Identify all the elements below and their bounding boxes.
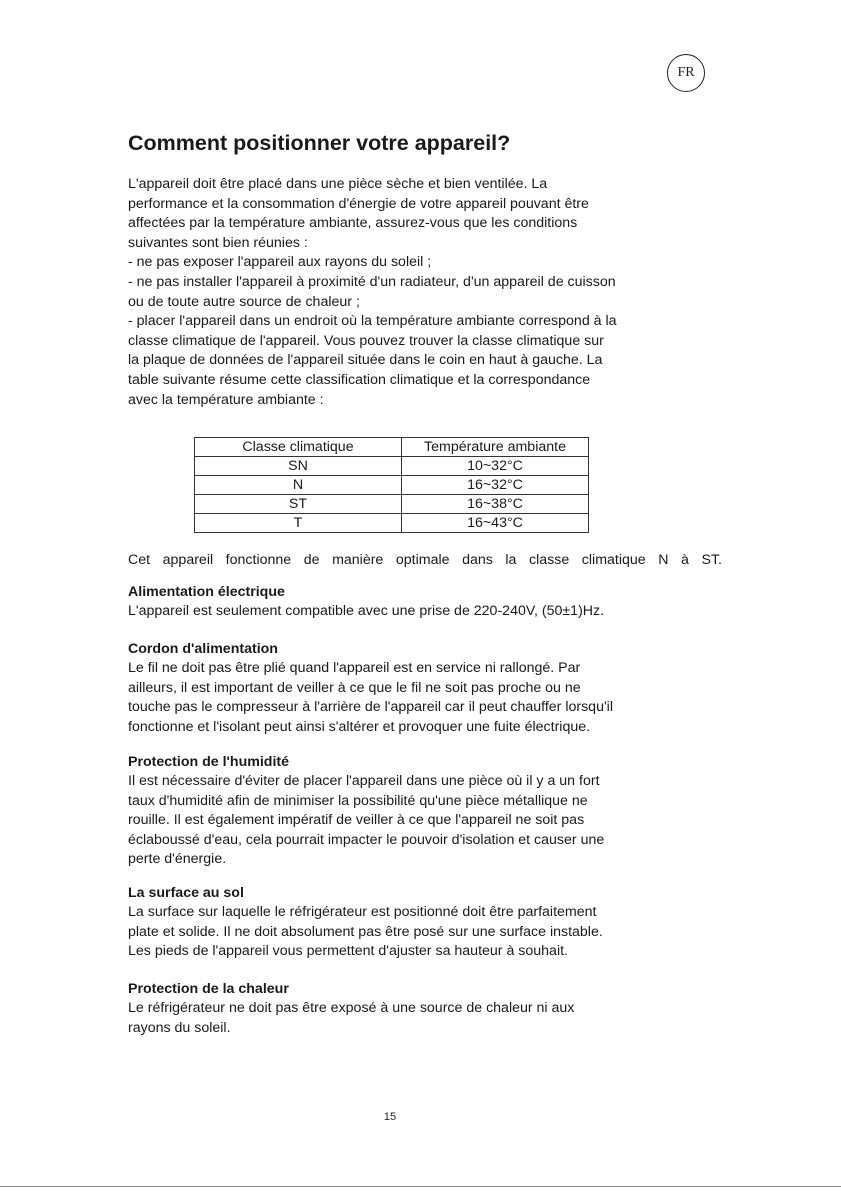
intro-line: - placer l'appareil dans un endroit où la température ambiante correspond à la	[128, 313, 617, 330]
table-cell-temperature: 16~32°C	[402, 476, 589, 495]
text-line: perte d'énergie.	[128, 851, 227, 868]
intro-line: - ne pas installer l'appareil à proximité d'un radiateur, d'un appareil de cuisson	[128, 273, 616, 290]
section-heading-power-cord: Cordon d'alimentation	[128, 641, 278, 657]
section-heading-power-supply: Alimentation électrique	[128, 584, 285, 600]
intro-paragraph	[128, 175, 728, 410]
table-cell-temperature: 16~38°C	[402, 495, 589, 514]
column-header-class: Classe climatique	[195, 438, 402, 457]
column-header-temperature: Température ambiante	[402, 438, 589, 457]
table-cell-class: T	[195, 514, 402, 533]
table-cell-temperature: 10~32°C	[402, 457, 589, 476]
text-line: plate et solide. Il ne doit absolument pas être posé sur une surface instable.	[128, 923, 603, 940]
text-line: taux d'humidité afin de minimiser la possibilité qu'une pièce métallique ne	[128, 792, 588, 809]
table-row	[195, 514, 589, 533]
section-text-floor-surface	[128, 903, 728, 962]
intro-line: L'appareil doit être placé dans une pièce sèche et bien ventilée. La	[128, 176, 548, 192]
section-text-heat	[128, 999, 728, 1038]
bottom-divider	[0, 1186, 841, 1187]
section-text-humidity	[128, 772, 728, 870]
intro-line: la plaque de données de l'appareil située dans le coin en haut à gauche. La	[128, 352, 603, 369]
table-row	[195, 495, 589, 514]
table-cell-class: ST	[195, 495, 402, 514]
text-line: Il est nécessaire d'éviter de placer l'appareil dans une pièce où il y a un fort	[128, 773, 600, 789]
text-line: éclaboussé d'eau, cela pourrait impacter le pouvoir d'isolation et causer une	[128, 831, 605, 848]
table-row	[195, 476, 589, 495]
intro-line: - ne pas exposer l'appareil aux rayons du soleil ;	[128, 254, 432, 271]
climate-class-table	[194, 437, 589, 533]
text-line: fonctionne et l'isolant peut ainsi s'altérer et provoquer une fuite électrique.	[128, 718, 591, 735]
text-line: La surface sur laquelle le réfrigérateur est positionné doit être parfaitement	[128, 904, 597, 920]
section-heading-heat: Protection de la chaleur	[128, 981, 289, 997]
section-text-power-cord	[128, 659, 728, 737]
table-cell-class: N	[195, 476, 402, 495]
intro-line: table suivante résume cette classification climatique et la correspondance	[128, 371, 591, 388]
intro-line: avec la température ambiante :	[128, 391, 324, 408]
section-text-power-supply: L'appareil est seulement compatible avec une prise de 220-240V, (50±1)Hz.	[128, 603, 605, 619]
table-cell-temperature: 16~43°C	[402, 514, 589, 533]
intro-line: ou de toute autre source de chaleur ;	[128, 293, 360, 310]
text-line: Les pieds de l'appareil vous permettent d'ajuster sa hauteur à souhait.	[128, 943, 568, 960]
text-line: Le fil ne doit pas être plié quand l'appareil est en service ni rallongé. Par	[128, 660, 581, 676]
table-cell-class: SN	[195, 457, 402, 476]
section-heading-humidity: Protection de l'humidité	[128, 754, 290, 770]
intro-line: affectées par la température ambiante, assurez-vous que les conditions	[128, 215, 578, 232]
page-number: 15	[383, 1111, 397, 1123]
climate-note: Cet appareil fonctionne de manière optimale dans la classe climatique N à ST.	[128, 552, 722, 568]
text-line: rouille. Il est également impératif de veiller à ce que l'appareil ne soit pas	[128, 812, 585, 829]
page-title: Comment positionner votre appareil?	[128, 131, 511, 155]
text-line: Le réfrigérateur ne doit pas être exposé à une source de chaleur ni aux	[128, 1000, 575, 1016]
table-header-row	[195, 438, 589, 457]
table-row	[195, 457, 589, 476]
intro-line: performance et la consommation d'énergie de votre appareil pouvant être	[128, 195, 589, 212]
text-line: rayons du soleil.	[128, 1019, 231, 1036]
intro-line: suivantes sont bien réunies :	[128, 234, 308, 251]
section-heading-floor-surface: La surface au sol	[128, 885, 244, 901]
text-line: touche pas le compresseur à l'arrière de l'appareil car il peut chauffer lorsqu'il	[128, 699, 613, 716]
intro-line: classe climatique de l'appareil. Vous pouvez trouver la classe climatique sur	[128, 332, 604, 349]
language-badge: FR	[667, 54, 705, 92]
text-line: ailleurs, il est important de veiller à ce que le fil ne soit pas proche ou ne	[128, 679, 581, 696]
